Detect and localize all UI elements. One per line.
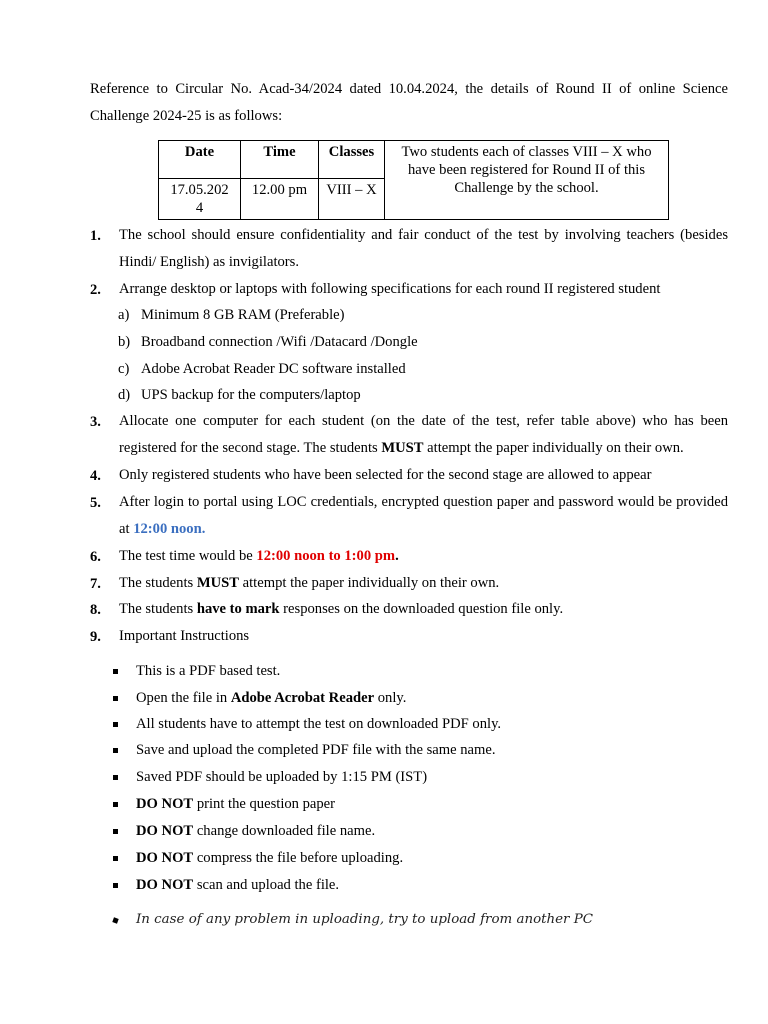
cell-description: Two students each of classes VIII – X who have been registered for Round II of this Challenge by the school. (385, 141, 669, 220)
item-text-part: . (395, 548, 399, 564)
item-emphasis: MUST (196, 575, 239, 591)
instruction-part: print the question paper (193, 796, 336, 812)
item-number: 3. (90, 414, 101, 430)
instruction-text (136, 823, 375, 840)
header-time: Time (241, 141, 319, 179)
do-not-label: DO NOT (136, 877, 194, 893)
cell-date (159, 179, 241, 220)
item-text-part: attempt the paper individually on their own. (239, 575, 500, 591)
instruction-part: Open the file in (136, 690, 231, 706)
spec-text: UPS backup for the computers/laptop (141, 387, 361, 403)
instruction-text: This is a PDF based test. (136, 663, 281, 679)
spec-text: Adobe Acrobat Reader DC software installed (141, 361, 406, 377)
instruction-text: In case of any problem in uploading, try to upload from another PC (136, 912, 593, 927)
spec-text: Broadband connection /Wifi /Datacard /Dongle (141, 334, 418, 350)
do-not-label: DO NOT (136, 796, 194, 812)
bullet-icon (113, 775, 118, 780)
cell-time: 12.00 pm (241, 179, 319, 220)
item-text (119, 408, 728, 462)
header-date: Date (159, 141, 241, 179)
spec-label: c) (118, 361, 130, 377)
round-details-table (158, 140, 669, 220)
instruction-text (136, 877, 339, 894)
bullet-icon (113, 722, 118, 727)
instruction-text: Save and upload the completed PDF file with the same name. (136, 742, 496, 758)
item-text-part: responses on the downloaded question file only. (279, 601, 564, 617)
instruction-text: All students have to attempt the test on downloaded PDF only. (136, 716, 502, 732)
test-time-highlight: 12:00 noon to 1:00 pm (256, 548, 396, 564)
intro-paragraph: Reference to Circular No. Acad-34/2024 dated 10.04.2024, the details of Round II of online Science Challenge 2024-25 is as follows: (90, 81, 728, 124)
spec-label: a) (118, 307, 130, 323)
bullet-icon (113, 829, 118, 834)
item-number: 9. (90, 629, 101, 645)
spec-label: d) (118, 387, 131, 403)
header-classes: Classes (319, 141, 385, 179)
item-number: 1. (90, 228, 101, 244)
item-text (119, 489, 728, 543)
item-text-part: Allocate one computer for each student (on the date of the test, refer table above) who has been registered for the second stage. The students (119, 413, 728, 456)
item-text: Important Instructions (119, 628, 250, 644)
instruction-emphasis: Adobe Acrobat Reader (230, 690, 375, 706)
item-text: Arrange desktop or laptops with following specifications for each round II registered student (119, 281, 661, 297)
bullet-icon (113, 696, 118, 701)
item-text (119, 570, 728, 597)
instruction-text (136, 690, 406, 707)
cell-classes: VIII – X (319, 179, 385, 220)
bullet-icon (113, 748, 118, 753)
instruction-part: compress the file before uploading. (193, 850, 404, 866)
item-text-part: The test time would be (119, 548, 257, 564)
instruction-part: scan and upload the file. (193, 877, 340, 893)
instruction-part: change downloaded file name. (193, 823, 376, 839)
bullet-icon (113, 802, 118, 807)
noon-time-highlight: 12:00 noon. (133, 521, 206, 537)
bullet-icon (113, 669, 118, 674)
bullet-icon (112, 917, 118, 923)
item-text: Only registered students who have been selected for the second stage are allowed to appear (119, 467, 652, 483)
instruction-part: only. (374, 690, 407, 706)
instruction-text: Saved PDF should be uploaded by 1:15 PM (IST) (136, 769, 428, 785)
instruction-text (136, 850, 403, 867)
do-not-label: DO NOT (136, 850, 194, 866)
cell-date-line2: 4 (195, 200, 204, 216)
item-number: 5. (90, 495, 101, 511)
table-header-row (159, 141, 669, 179)
item-text (119, 543, 728, 570)
cell-date-line1: 17.05.202 (170, 182, 229, 198)
item-text-part: attempt the paper individually on their own. (423, 440, 684, 456)
item-number: 2. (90, 282, 101, 298)
item-number: 8. (90, 602, 101, 618)
do-not-label: DO NOT (136, 823, 194, 839)
bullet-icon (113, 856, 118, 861)
item-emphasis: have to mark (196, 601, 280, 617)
item-text-part: The students (119, 575, 197, 591)
item-number: 6. (90, 549, 101, 565)
item-text: The school should ensure confidentiality and fair conduct of the test by involving teachers (besides Hindi/ English) as invigilators. (119, 227, 728, 270)
instruction-text (136, 796, 335, 813)
item-number: 4. (90, 468, 101, 484)
item-text (119, 596, 728, 623)
item-text-part: After login to portal using LOC credentials, encrypted question paper and password would be provided at (119, 494, 728, 537)
spec-label: b) (118, 334, 131, 350)
item-number: 7. (90, 576, 101, 592)
spec-text: Minimum 8 GB RAM (Preferable) (141, 307, 345, 323)
item-text-part: The students (119, 601, 197, 617)
item-emphasis: MUST (381, 440, 424, 456)
bullet-icon (113, 883, 118, 888)
